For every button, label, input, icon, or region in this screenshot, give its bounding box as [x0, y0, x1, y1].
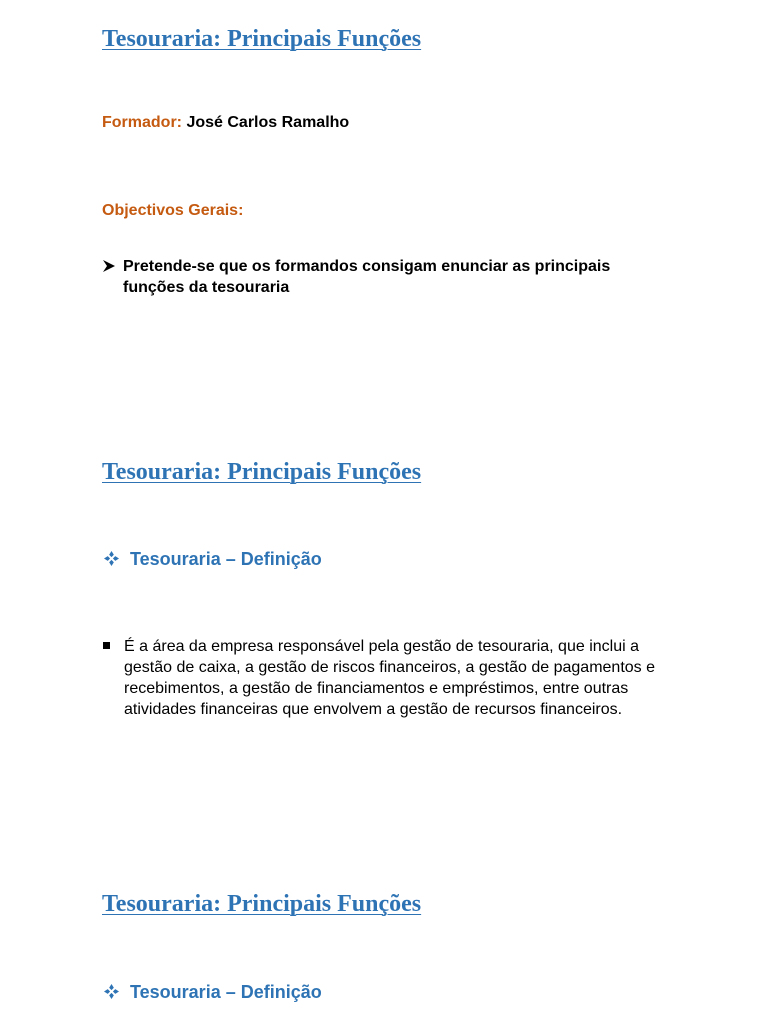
definition-list-item: [103, 636, 673, 720]
objectivos-heading: Objectivos Gerais:: [102, 202, 244, 219]
objectivos-item-text: Pretende-se que os formandos consigam enunciar as principais funções da tesouraria: [123, 258, 611, 296]
section-title: Tesouraria: Principais Funções: [102, 459, 422, 485]
subheading-text: Tesouraria – Definição: [130, 549, 322, 569]
definition-subheading: [104, 981, 322, 1003]
definition-text: É a área da empresa responsável pela gestão de tesouraria, que inclui a gestão de caixa, a gestão de riscos financeiros, a gestão de pagamentos e recebimentos, a gestão de financiamentos e empréstimos, entre outras atividades financeiras que envolvem a gestão de recursos financeiros.: [124, 638, 656, 718]
diamond-bullet-icon: [104, 984, 119, 999]
definition-subheading: [104, 548, 322, 570]
formador-line: [102, 113, 349, 133]
section-title: Tesouraria: Principais Funções: [102, 891, 422, 917]
objectivos-list-item: [102, 256, 662, 298]
formador-name: José Carlos Ramalho: [186, 114, 350, 131]
subheading-text: Tesouraria – Definição: [130, 982, 322, 1002]
formador-label: Formador:: [102, 114, 182, 131]
square-bullet-icon: [103, 642, 110, 649]
page-title: Tesouraria: Principais Funções: [102, 26, 422, 52]
diamond-bullet-icon: [104, 551, 119, 566]
arrow-bullet-icon: [102, 259, 116, 273]
